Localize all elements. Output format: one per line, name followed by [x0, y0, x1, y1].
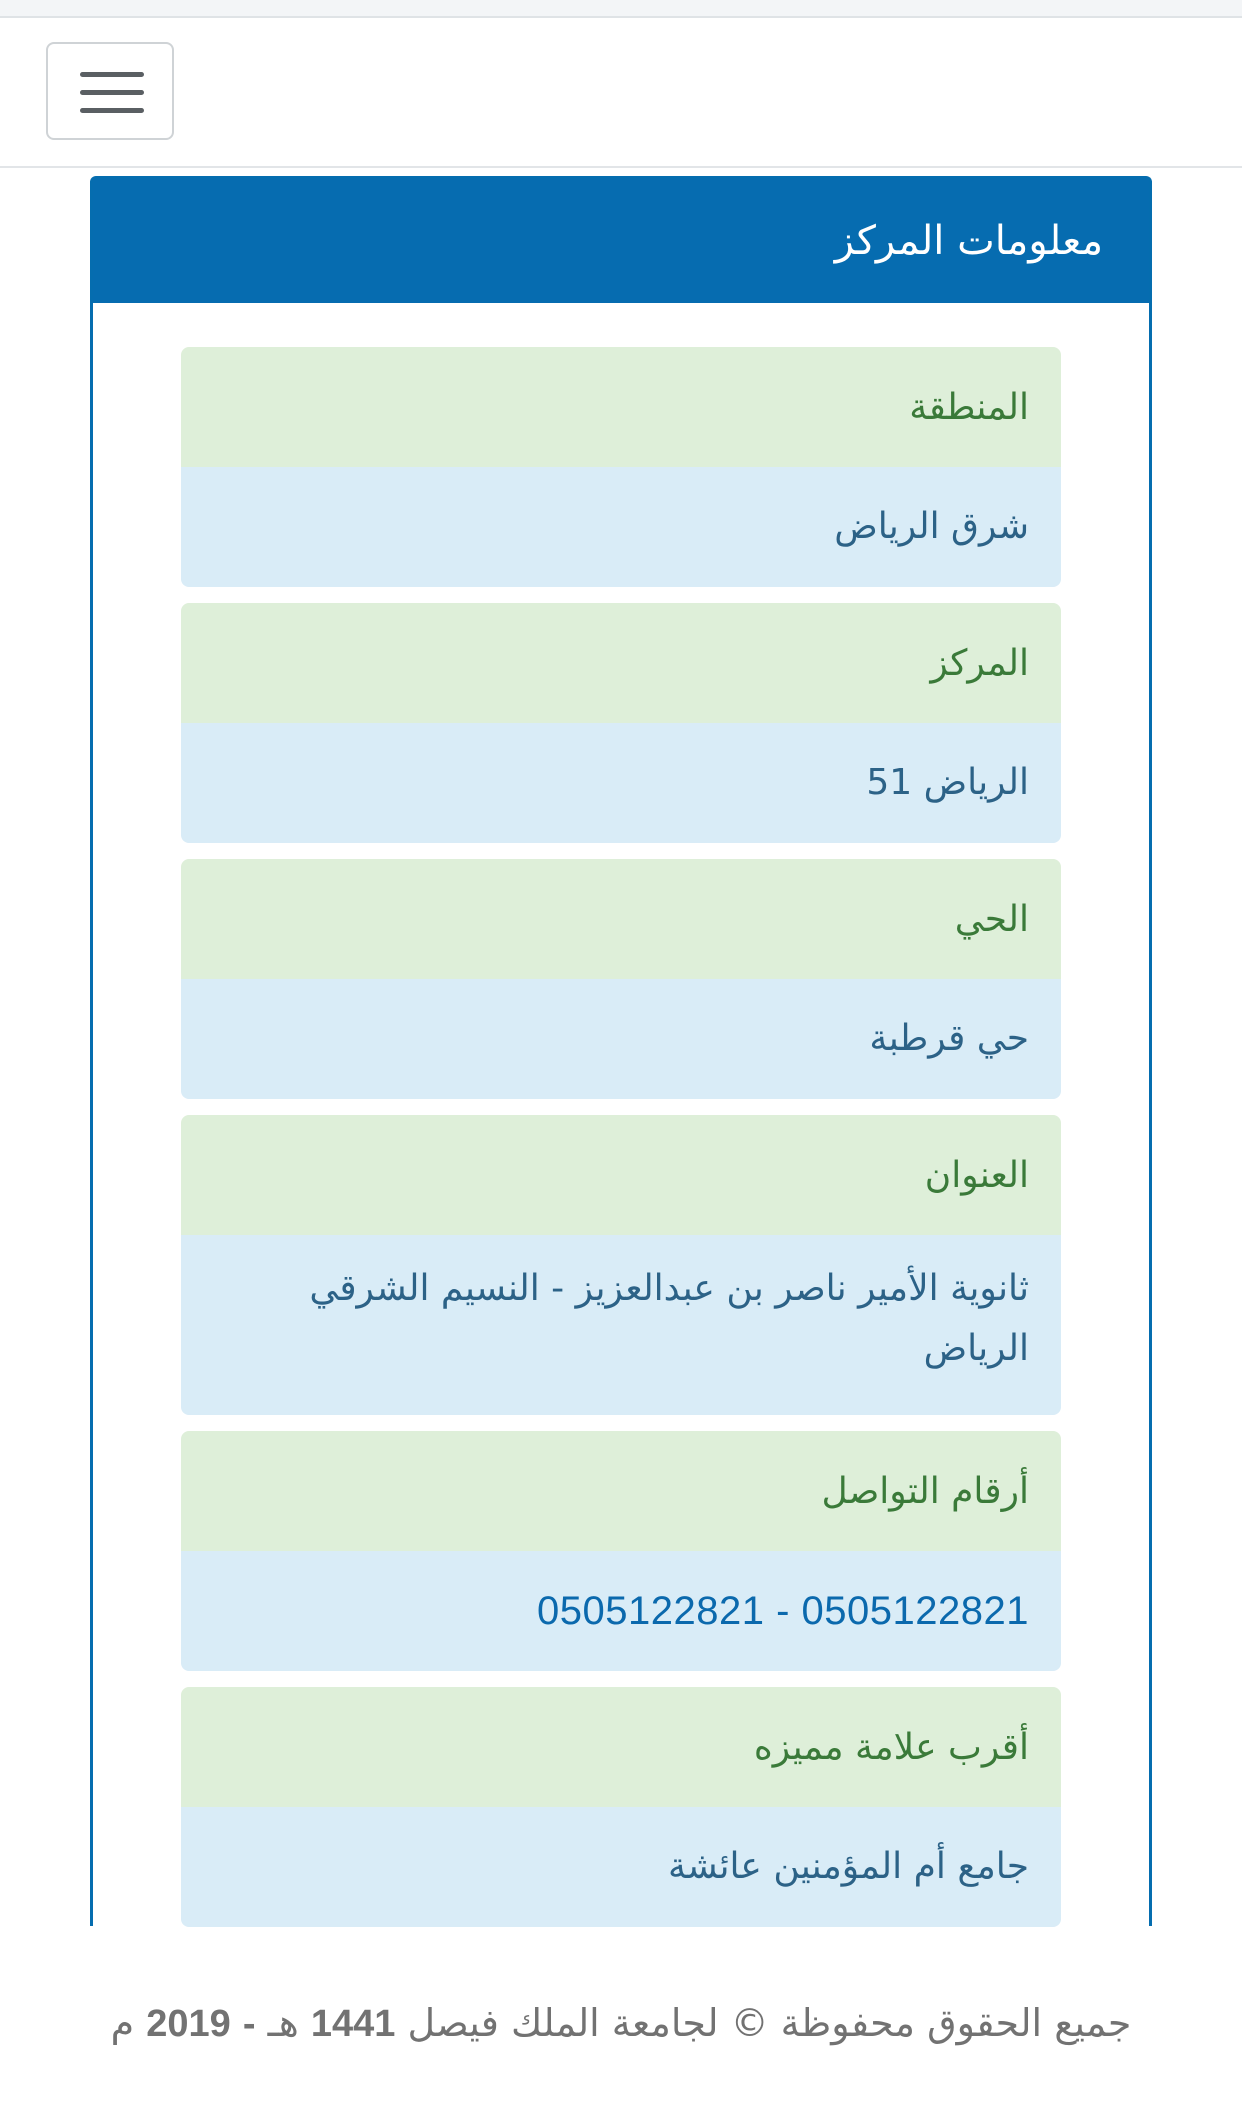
info-value-contact-numbers[interactable]: 0505122821 - 0505122821 [181, 1551, 1061, 1671]
hamburger-bar-top [80, 72, 144, 77]
footer-hijri-suffix: هـ [267, 2001, 299, 2045]
panel-title: معلومات المركز [834, 218, 1103, 264]
info-group-center [181, 603, 1061, 843]
info-group-address [181, 1115, 1061, 1415]
info-label-landmark: أقرب علامة مميزه [181, 1687, 1061, 1807]
center-info-panel [90, 176, 1152, 1926]
navbar [0, 18, 1242, 168]
footer-hijri-year: 1441 [310, 2003, 396, 2045]
info-value-region: شرق الرياض [181, 467, 1061, 587]
info-label-region: المنطقة [181, 347, 1061, 467]
info-label-contact: أرقام التواصل [181, 1431, 1061, 1551]
info-label-address: العنوان [181, 1115, 1061, 1235]
footer [30, 1992, 1212, 2055]
panel-body [93, 303, 1149, 1927]
top-strip [0, 0, 1242, 18]
footer-gregorian-suffix: م [110, 2001, 135, 2045]
info-value-center: الرياض 51 [181, 723, 1061, 843]
footer-copyright-text: جميع الحقوق محفوظة © لجامعة الملك فيصل [407, 2001, 1132, 2045]
footer-separator: - [242, 2003, 256, 2045]
info-value-landmark: جامع أم المؤمنين عائشة [181, 1807, 1061, 1927]
panel-heading [93, 179, 1149, 303]
info-label-district: الحي [181, 859, 1061, 979]
info-group-landmark [181, 1687, 1061, 1927]
info-group-district [181, 859, 1061, 1099]
info-value-address: ثانوية الأمير ناصر بن عبدالعزيز - النسيم الشرقي الرياض [181, 1235, 1061, 1415]
info-group-region [181, 347, 1061, 587]
info-group-contact [181, 1431, 1061, 1671]
hamburger-bar-middle [80, 90, 144, 95]
info-value-district: حي قرطبة [181, 979, 1061, 1099]
hamburger-bar-bottom [80, 108, 144, 113]
info-label-center: المركز [181, 603, 1061, 723]
menu-toggle-button[interactable] [46, 42, 174, 140]
footer-gregorian-year: 2019 [146, 2003, 231, 2045]
